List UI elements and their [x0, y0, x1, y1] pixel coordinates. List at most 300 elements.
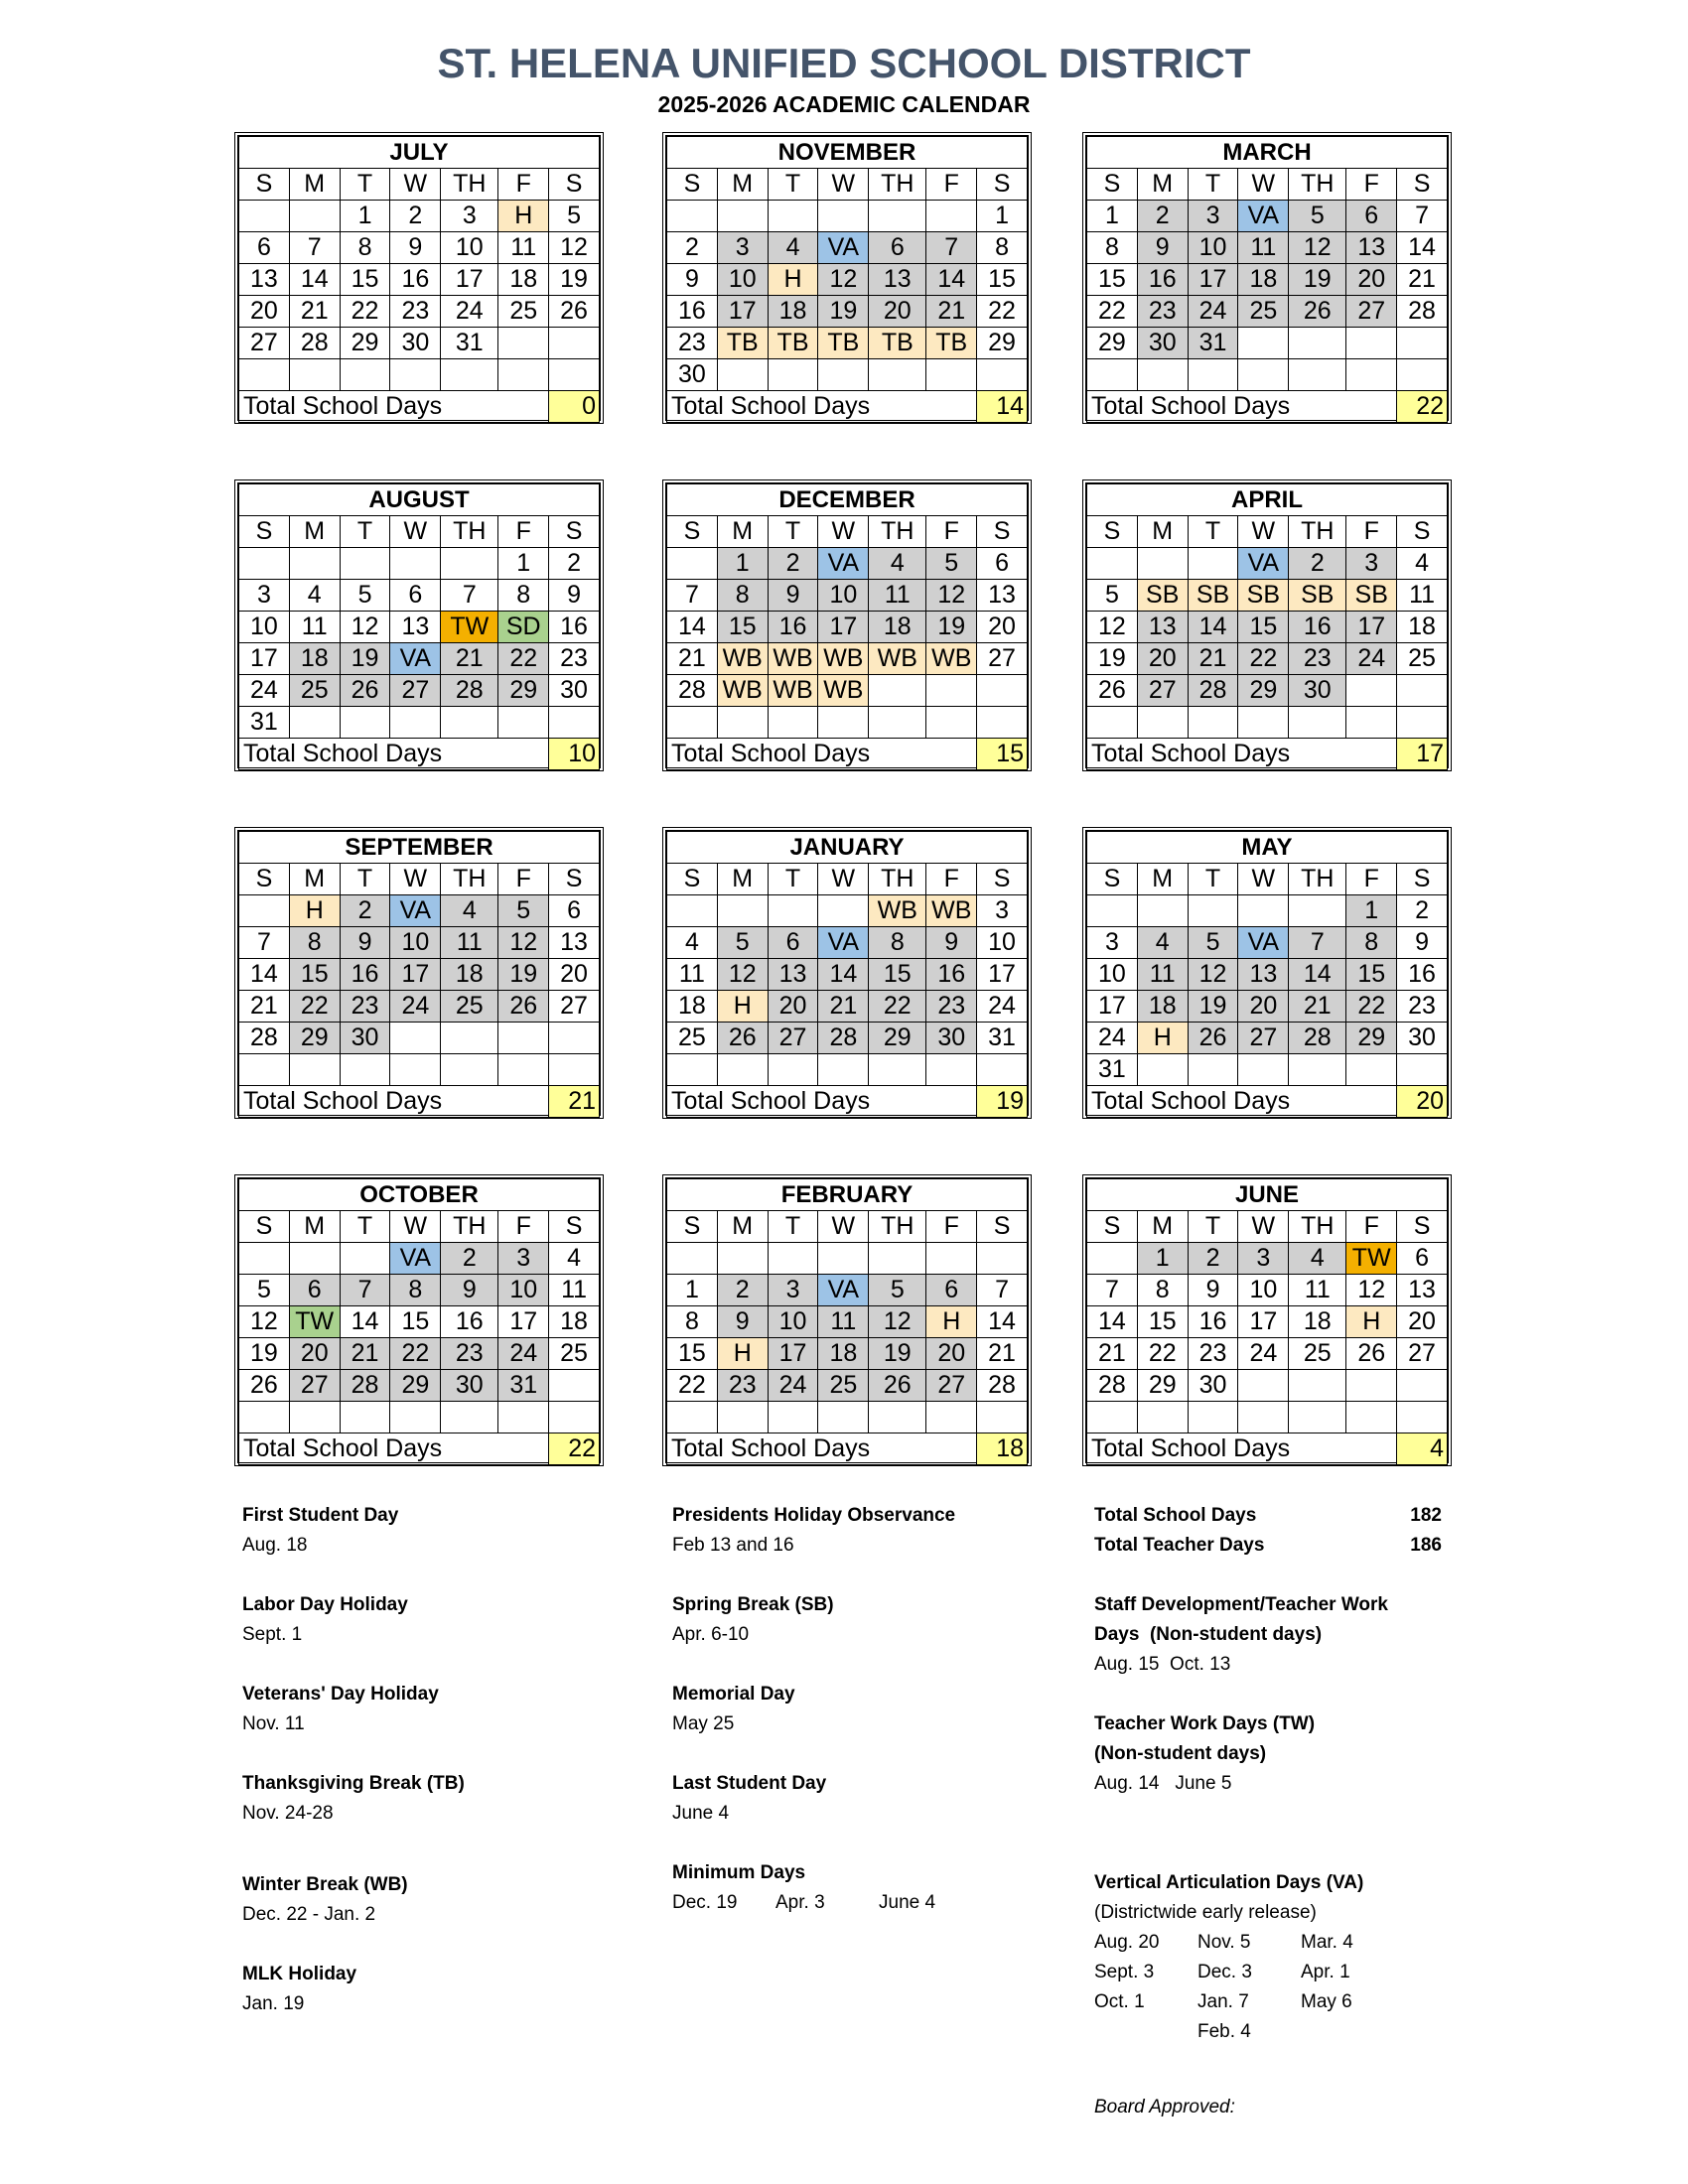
- day-cell: 28: [977, 1370, 1028, 1402]
- day-cell: [768, 1402, 818, 1433]
- week-row: [667, 1338, 1028, 1370]
- weekday-header: T: [768, 864, 818, 895]
- day-cell: 18: [549, 1306, 600, 1338]
- week-row: [1087, 296, 1448, 328]
- day-cell: 24: [977, 991, 1028, 1023]
- week-row: [667, 1054, 1028, 1086]
- weekday-header: S: [549, 169, 600, 201]
- week-row: [239, 580, 600, 612]
- day-cell: WB: [869, 895, 926, 927]
- day-cell: H: [926, 1306, 977, 1338]
- day-cell: 10: [498, 1275, 549, 1306]
- day-cell: [1397, 1402, 1448, 1433]
- day-cell: 2: [340, 895, 390, 927]
- day-cell: 17: [717, 296, 768, 328]
- week-row: [1087, 643, 1448, 675]
- day-cell: [1087, 548, 1138, 580]
- day-cell: 5: [498, 895, 549, 927]
- va-date: [1301, 2036, 1404, 2037]
- day-cell: 26: [1188, 1023, 1238, 1054]
- legend-date: June 4: [672, 1803, 730, 1824]
- day-cell: [818, 201, 869, 232]
- week-row: [667, 359, 1028, 391]
- weekday-header: S: [977, 169, 1028, 201]
- legend-title: Winter Break (WB): [242, 1874, 408, 1895]
- day-cell: 27: [289, 1370, 340, 1402]
- day-cell: 8: [390, 1275, 441, 1306]
- day-cell: [667, 707, 718, 739]
- day-cell: 1: [667, 1275, 718, 1306]
- day-cell: 27: [390, 675, 441, 707]
- day-cell: 23: [390, 296, 441, 328]
- week-row: [1087, 675, 1448, 707]
- week-row: [667, 328, 1028, 359]
- weekday-header: W: [818, 864, 869, 895]
- total-value: 22: [1397, 391, 1448, 423]
- day-cell: 5: [717, 927, 768, 959]
- day-cell: 21: [926, 296, 977, 328]
- weekday-header: W: [1238, 516, 1289, 548]
- week-row: [1087, 927, 1448, 959]
- va-subtitle: (Districtwide early release): [1094, 1902, 1317, 1923]
- day-cell: 8: [1087, 232, 1138, 264]
- day-cell: 18: [441, 959, 498, 991]
- day-cell: 8: [869, 927, 926, 959]
- day-cell: WB: [818, 675, 869, 707]
- day-cell: 20: [289, 1338, 340, 1370]
- day-cell: 16: [390, 264, 441, 296]
- va-date: Apr. 1: [1301, 1962, 1350, 1982]
- day-cell: 24: [1238, 1338, 1289, 1370]
- day-cell: VA: [390, 1243, 441, 1275]
- weekday-header: S: [667, 516, 718, 548]
- calendar-subtitle: 2025-2026 ACADEMIC CALENDAR: [657, 91, 1031, 117]
- legend-title: MLK Holiday: [242, 1964, 357, 1984]
- day-cell: 12: [239, 1306, 290, 1338]
- day-cell: [818, 1402, 869, 1433]
- day-cell: [498, 707, 549, 739]
- weekday-header: W: [390, 1211, 441, 1243]
- day-cell: 5: [1087, 580, 1138, 612]
- day-cell: 28: [818, 1023, 869, 1054]
- day-cell: 12: [340, 612, 390, 643]
- legend-title: Thanksgiving Break (TB): [242, 1773, 465, 1794]
- day-cell: 20: [926, 1338, 977, 1370]
- day-cell: 13: [869, 264, 926, 296]
- weekday-header: TH: [1289, 864, 1346, 895]
- day-cell: [926, 1243, 977, 1275]
- day-cell: 27: [926, 1370, 977, 1402]
- day-cell: 26: [239, 1370, 290, 1402]
- legend-title: Labor Day Holiday: [242, 1594, 408, 1615]
- weekday-header: F: [926, 169, 977, 201]
- day-cell: 30: [1188, 1370, 1238, 1402]
- week-row: [1087, 328, 1448, 359]
- legend-title: First Student Day: [242, 1505, 399, 1526]
- day-cell: 14: [667, 612, 718, 643]
- day-cell: 19: [239, 1338, 290, 1370]
- legend-col-2: [672, 1501, 1050, 1918]
- legend-title: Presidents Holiday Observance: [672, 1505, 956, 1526]
- total-label: Total School Days: [1087, 1086, 1397, 1118]
- day-cell: 24: [239, 675, 290, 707]
- day-cell: [818, 707, 869, 739]
- weekday-header: M: [1137, 516, 1188, 548]
- day-cell: 10: [441, 232, 498, 264]
- day-cell: 21: [1289, 991, 1346, 1023]
- weekday-header: TH: [869, 516, 926, 548]
- weekday-header: F: [498, 516, 549, 548]
- day-cell: 27: [1397, 1338, 1448, 1370]
- va-date: [1094, 2036, 1197, 2037]
- month-name: FEBRUARY: [667, 1179, 1028, 1211]
- day-cell: 3: [1238, 1243, 1289, 1275]
- week-row: [239, 1338, 600, 1370]
- day-cell: 3: [441, 201, 498, 232]
- day-cell: [1137, 1402, 1188, 1433]
- total-label: Total School Days: [1087, 739, 1397, 770]
- total-value: 15: [977, 739, 1028, 770]
- day-cell: SB: [1137, 580, 1188, 612]
- legend-title: Minimum Days: [672, 1862, 806, 1883]
- day-cell: 30: [667, 359, 718, 391]
- day-cell: 1: [977, 201, 1028, 232]
- day-cell: 22: [1346, 991, 1397, 1023]
- day-cell: 27: [768, 1023, 818, 1054]
- va-date: Sept. 3: [1094, 1962, 1155, 1982]
- day-cell: 30: [926, 1023, 977, 1054]
- total-value: 21: [549, 1086, 600, 1118]
- day-cell: 1: [498, 548, 549, 580]
- day-cell: [667, 1243, 718, 1275]
- day-cell: 1: [717, 548, 768, 580]
- day-cell: 18: [289, 643, 340, 675]
- day-cell: [717, 1054, 768, 1086]
- day-cell: 10: [1188, 232, 1238, 264]
- weekday-header: F: [926, 1211, 977, 1243]
- week-row: [1087, 580, 1448, 612]
- total-label: Total School Days: [239, 739, 549, 770]
- weekday-header: M: [1137, 1211, 1188, 1243]
- day-cell: VA: [818, 548, 869, 580]
- day-cell: [1346, 707, 1397, 739]
- day-cell: [717, 1402, 768, 1433]
- weekday-header: F: [926, 516, 977, 548]
- day-cell: 21: [1397, 264, 1448, 296]
- day-cell: [977, 1402, 1028, 1433]
- day-cell: [1346, 1054, 1397, 1086]
- month-name: NOVEMBER: [667, 137, 1028, 169]
- day-cell: 4: [441, 895, 498, 927]
- day-cell: 17: [1238, 1306, 1289, 1338]
- day-cell: [717, 201, 768, 232]
- day-cell: 12: [717, 959, 768, 991]
- day-cell: 24: [1346, 643, 1397, 675]
- day-cell: 9: [667, 264, 718, 296]
- day-cell: 12: [1087, 612, 1138, 643]
- day-cell: 16: [549, 612, 600, 643]
- day-cell: SB: [1289, 580, 1346, 612]
- day-cell: H: [717, 991, 768, 1023]
- day-cell: 15: [1137, 1306, 1188, 1338]
- day-cell: 10: [1087, 959, 1138, 991]
- day-cell: 5: [1188, 927, 1238, 959]
- day-cell: 31: [441, 328, 498, 359]
- day-cell: [498, 1023, 549, 1054]
- day-cell: 11: [441, 927, 498, 959]
- day-cell: 11: [869, 580, 926, 612]
- day-cell: [549, 1402, 600, 1433]
- day-cell: 16: [1397, 959, 1448, 991]
- weekday-header: S: [667, 864, 718, 895]
- week-row: [667, 1275, 1028, 1306]
- weekday-header: M: [289, 516, 340, 548]
- day-cell: 13: [1238, 959, 1289, 991]
- total-value: 0: [549, 391, 600, 423]
- day-cell: 19: [498, 959, 549, 991]
- day-cell: [869, 1243, 926, 1275]
- weekday-header: S: [977, 516, 1028, 548]
- day-cell: 15: [869, 959, 926, 991]
- week-row: [239, 328, 600, 359]
- day-cell: [1397, 707, 1448, 739]
- week-row: [667, 1306, 1028, 1338]
- day-cell: [717, 1243, 768, 1275]
- month-name: JUNE: [1087, 1179, 1448, 1211]
- day-cell: 22: [667, 1370, 718, 1402]
- legend-date: Sept. 1: [242, 1624, 303, 1645]
- day-cell: 12: [926, 580, 977, 612]
- day-cell: [239, 1402, 290, 1433]
- day-cell: 15: [340, 264, 390, 296]
- day-cell: 31: [239, 707, 290, 739]
- day-cell: 16: [1289, 612, 1346, 643]
- total-value: 10: [549, 739, 600, 770]
- day-cell: 24: [768, 1370, 818, 1402]
- week-row: [1087, 232, 1448, 264]
- weekday-header: W: [818, 516, 869, 548]
- week-row: [239, 1243, 600, 1275]
- day-cell: 21: [441, 643, 498, 675]
- week-row: [239, 1370, 600, 1402]
- day-cell: [1346, 359, 1397, 391]
- weekday-header: S: [239, 864, 290, 895]
- week-row: [1087, 548, 1448, 580]
- day-cell: [1188, 359, 1238, 391]
- day-cell: 28: [441, 675, 498, 707]
- weekday-header: T: [340, 169, 390, 201]
- day-cell: 6: [977, 548, 1028, 580]
- day-cell: 17: [818, 612, 869, 643]
- day-cell: 24: [1087, 1023, 1138, 1054]
- day-cell: 25: [498, 296, 549, 328]
- weekday-header: M: [717, 1211, 768, 1243]
- day-cell: [239, 1054, 290, 1086]
- day-cell: [869, 1402, 926, 1433]
- day-cell: [441, 1402, 498, 1433]
- weekday-header: F: [498, 169, 549, 201]
- day-cell: [768, 1054, 818, 1086]
- weekday-header: S: [549, 1211, 600, 1243]
- day-cell: [818, 895, 869, 927]
- day-cell: 25: [818, 1370, 869, 1402]
- day-cell: 7: [1289, 927, 1346, 959]
- day-cell: 4: [667, 927, 718, 959]
- day-cell: 11: [549, 1275, 600, 1306]
- va-dates: [1094, 1928, 1442, 2047]
- day-cell: 14: [818, 959, 869, 991]
- weekday-header: S: [667, 169, 718, 201]
- day-cell: 17: [498, 1306, 549, 1338]
- day-cell: [441, 707, 498, 739]
- day-cell: [768, 895, 818, 927]
- day-cell: 11: [289, 612, 340, 643]
- day-cell: 3: [498, 1243, 549, 1275]
- day-cell: 28: [289, 328, 340, 359]
- day-cell: [390, 1054, 441, 1086]
- day-cell: [717, 707, 768, 739]
- weekday-header: T: [340, 1211, 390, 1243]
- month-february: [662, 1174, 1032, 1466]
- weekday-header: TH: [869, 1211, 926, 1243]
- day-cell: [239, 359, 290, 391]
- total-value: 20: [1397, 1086, 1448, 1118]
- day-cell: 20: [1346, 264, 1397, 296]
- week-row: [239, 232, 600, 264]
- month-name: MARCH: [1087, 137, 1448, 169]
- day-cell: 23: [1397, 991, 1448, 1023]
- day-cell: [390, 1402, 441, 1433]
- day-cell: 7: [926, 232, 977, 264]
- day-cell: [498, 328, 549, 359]
- legend-date: May 25: [672, 1713, 735, 1734]
- day-cell: 13: [390, 612, 441, 643]
- day-cell: 11: [667, 959, 718, 991]
- day-cell: 15: [717, 612, 768, 643]
- total-label: Total School Days: [667, 1086, 977, 1118]
- day-cell: WB: [926, 643, 977, 675]
- day-cell: [1137, 895, 1188, 927]
- day-cell: [340, 548, 390, 580]
- day-cell: 6: [239, 232, 290, 264]
- month-may: [1082, 827, 1452, 1119]
- total-teacher-days-label: Total Teacher Days: [1094, 1535, 1265, 1556]
- weekday-header: M: [289, 1211, 340, 1243]
- day-cell: 4: [869, 548, 926, 580]
- day-cell: 15: [1238, 612, 1289, 643]
- day-cell: [239, 201, 290, 232]
- week-row: [239, 548, 600, 580]
- day-cell: 16: [768, 612, 818, 643]
- va-title: Vertical Articulation Days (VA): [1094, 1872, 1364, 1893]
- day-cell: 3: [717, 232, 768, 264]
- weekday-header: S: [1087, 1211, 1138, 1243]
- day-cell: 26: [869, 1370, 926, 1402]
- day-cell: 14: [1289, 959, 1346, 991]
- day-cell: 11: [1289, 1275, 1346, 1306]
- day-cell: [667, 895, 718, 927]
- total-school-days-label: Total School Days: [1094, 1505, 1257, 1526]
- day-cell: 25: [441, 991, 498, 1023]
- day-cell: [289, 707, 340, 739]
- day-cell: 6: [768, 927, 818, 959]
- day-cell: H: [1137, 1023, 1188, 1054]
- day-cell: [818, 1243, 869, 1275]
- week-row: [1087, 895, 1448, 927]
- day-cell: 11: [1137, 959, 1188, 991]
- weekday-header: TH: [1289, 169, 1346, 201]
- weekday-header: M: [717, 864, 768, 895]
- day-cell: [1137, 359, 1188, 391]
- total-label: Total School Days: [667, 1433, 977, 1465]
- day-cell: [1397, 675, 1448, 707]
- month-name: APRIL: [1087, 484, 1448, 516]
- day-cell: [1289, 707, 1346, 739]
- day-cell: 16: [667, 296, 718, 328]
- va-date-row: [1094, 1958, 1442, 1987]
- va-date: Dec. 3: [1197, 1962, 1252, 1982]
- day-cell: [926, 707, 977, 739]
- day-cell: 6: [549, 895, 600, 927]
- day-cell: 27: [977, 643, 1028, 675]
- day-cell: [1346, 675, 1397, 707]
- day-cell: 10: [239, 612, 290, 643]
- week-row: [239, 707, 600, 739]
- day-cell: H: [717, 1338, 768, 1370]
- weekday-header: TH: [441, 1211, 498, 1243]
- day-cell: 28: [667, 675, 718, 707]
- day-cell: 2: [1188, 1243, 1238, 1275]
- day-cell: WB: [869, 643, 926, 675]
- day-cell: 3: [977, 895, 1028, 927]
- day-cell: SB: [1188, 580, 1238, 612]
- day-cell: VA: [818, 232, 869, 264]
- day-cell: 12: [1346, 1275, 1397, 1306]
- day-cell: 22: [498, 643, 549, 675]
- day-cell: [768, 707, 818, 739]
- day-cell: [239, 548, 290, 580]
- day-cell: 28: [1188, 675, 1238, 707]
- day-cell: 14: [1188, 612, 1238, 643]
- day-cell: [289, 359, 340, 391]
- legend-col-3: [1094, 1501, 1442, 2047]
- day-cell: [977, 359, 1028, 391]
- month-july: [234, 132, 604, 424]
- day-cell: [441, 1023, 498, 1054]
- month-september: [234, 827, 604, 1119]
- day-cell: 3: [1087, 927, 1138, 959]
- day-cell: 9: [1397, 927, 1448, 959]
- day-cell: 16: [441, 1306, 498, 1338]
- week-row: [239, 1402, 600, 1433]
- day-cell: 12: [498, 927, 549, 959]
- day-cell: [667, 1402, 718, 1433]
- day-cell: 15: [667, 1338, 718, 1370]
- day-cell: 14: [289, 264, 340, 296]
- day-cell: [549, 359, 600, 391]
- week-row: [239, 675, 600, 707]
- day-cell: [390, 707, 441, 739]
- day-cell: 18: [1137, 991, 1188, 1023]
- day-cell: 5: [549, 201, 600, 232]
- weekday-header: S: [667, 1211, 718, 1243]
- day-cell: [498, 1054, 549, 1086]
- day-cell: [768, 201, 818, 232]
- day-cell: [1087, 359, 1138, 391]
- day-cell: 4: [768, 232, 818, 264]
- day-cell: 26: [498, 991, 549, 1023]
- day-cell: [289, 1243, 340, 1275]
